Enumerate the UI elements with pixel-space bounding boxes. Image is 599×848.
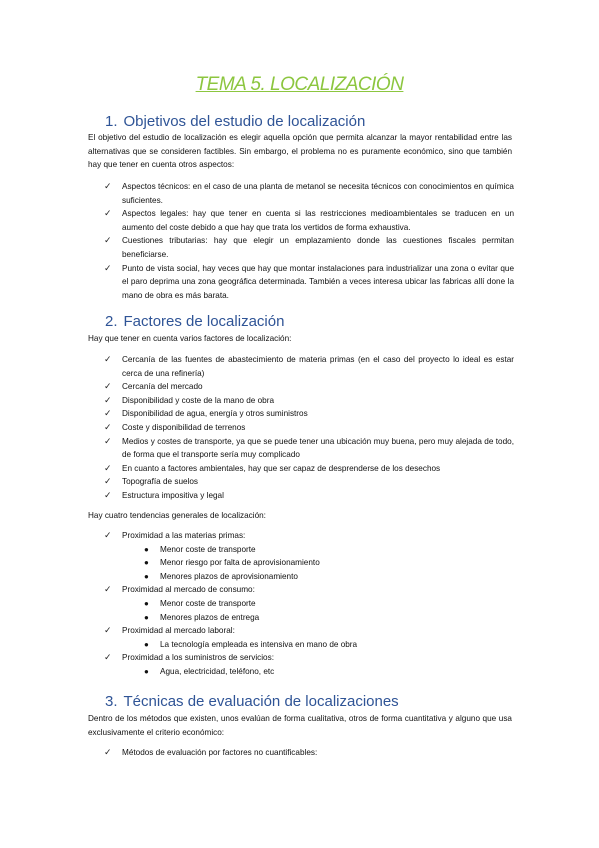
sub-list bbox=[122, 543, 514, 584]
list-item: ✓ Disponibilidad de agua, energía y otros suministros bbox=[104, 407, 514, 421]
list-item: ✓ Cuestiones tributarias: hay que elegir un emplazamiento donde las cuestiones fiscales permitan beneficiarse. bbox=[104, 235, 514, 259]
list-item: ✓ Proximidad a las materias primas: ● Menor coste de transporte ● Menor riesgo por falta de aprovisionamiento ● Menores plazos de aprovisionamiento bbox=[104, 529, 514, 583]
list-item: ✓ Punto de vista social, hay veces que hay que montar instalaciones para industrializar una zona o evitar que el paro deprima una zona geográfica determinada. También a veces interesa ubicar las fabricas allí done la mano de obra es más barata. bbox=[104, 262, 514, 300]
section-2-title: Factores de localización bbox=[123, 313, 285, 330]
check-mark-icon: ✓ bbox=[104, 181, 112, 191]
check-mark-icon: ✓ bbox=[104, 584, 112, 595]
check-mark-icon: ✓ bbox=[104, 530, 112, 540]
list-item: ✓ Coste y disponibilidad de terrenos bbox=[104, 421, 514, 435]
check-mark-icon: ✓ bbox=[104, 462, 112, 473]
check-mark-icon: ✓ bbox=[104, 747, 112, 757]
list-item: ✓ Proximidad al mercado laboral: ● La tecnología empleada es intensiva en mano de obra bbox=[104, 624, 514, 651]
bullet-dot-icon: ● bbox=[144, 598, 149, 608]
list-item: ✓ Aspectos técnicos: en el caso de una planta de metanol se necesita técnicos con conocimientos en química suficientes. bbox=[104, 181, 514, 205]
section-2-number: 2. bbox=[105, 313, 118, 330]
check-mark-icon: ✓ bbox=[104, 262, 112, 273]
bullet-dot-icon: ● bbox=[144, 612, 149, 622]
check-mark-icon: ✓ bbox=[104, 489, 112, 500]
tendencies-intro: Hay cuatro tendencias generales de localización: bbox=[88, 511, 266, 520]
list-item: ✓ Medios y costes de transporte, ya que se puede tener una ubicación muy buena, pero muy alejada de todo, de forma que el transporte sería muy complicado bbox=[104, 435, 514, 460]
sub-list-item: ● La tecnología empleada es intensiva en mano de obra bbox=[122, 638, 514, 652]
list-item: ✓ Topografía de suelos bbox=[104, 475, 514, 489]
sub-list-item: ● Menor riesgo por falta de aprovisionamiento bbox=[122, 556, 514, 570]
section-1-number: 1. bbox=[105, 113, 118, 130]
check-mark-icon: ✓ bbox=[104, 208, 112, 219]
check-mark-icon: ✓ bbox=[104, 652, 112, 663]
section-3-heading bbox=[105, 693, 399, 710]
list-item: ✓ Disponibilidad y coste de la mano de obra bbox=[104, 394, 514, 408]
bullet-dot-icon: ● bbox=[144, 666, 149, 676]
sub-list-item: ● Menores plazos de aprovisionamiento bbox=[122, 570, 514, 584]
check-mark-icon: ✓ bbox=[104, 476, 112, 487]
section-3-list bbox=[104, 746, 514, 760]
list-item: ✓ Proximidad a los suministros de servicios: ● Agua, electricidad, teléfono, etc bbox=[104, 651, 514, 678]
check-mark-icon: ✓ bbox=[104, 408, 112, 419]
list-item: ✓ Aspectos legales: hay que tener en cuenta si las restricciones medioambientales se traducen en un aumento del coste debido a que hay que trata los vertidos de forma exhaustiva. bbox=[104, 208, 514, 232]
sub-list bbox=[122, 638, 514, 652]
document-title: TEMA 5. LOCALIZACIÓN bbox=[195, 74, 404, 95]
check-mark-icon: ✓ bbox=[104, 421, 112, 432]
section-3-title: Técnicas de evaluación de localizaciones bbox=[123, 693, 399, 710]
section-1-intro: El objetivo del estudio de localización es elegir aquella opción que permita alcanzar la mayor rentabilidad entre las alternativas que se consideren factibles. Sin embargo, el problema no es puramente económico, sino que también hay que tener en cuenta otros aspectos: bbox=[88, 133, 512, 170]
check-mark-icon: ✓ bbox=[104, 381, 112, 392]
section-2-intro: Hay que tener en cuenta varios factores de localización: bbox=[88, 334, 292, 343]
section-1-heading bbox=[105, 113, 365, 130]
check-mark-icon: ✓ bbox=[104, 394, 112, 405]
section-2-heading bbox=[105, 313, 284, 330]
sub-list-item: ● Agua, electricidad, teléfono, etc bbox=[122, 665, 514, 679]
section-2-list bbox=[104, 353, 514, 503]
bullet-dot-icon: ● bbox=[144, 639, 149, 649]
list-item: ✓ En cuanto a factores ambientales, hay que ser capaz de desprenderse de los desechos bbox=[104, 462, 514, 476]
sub-list-item: ● Menor coste de transporte bbox=[122, 597, 514, 611]
list-item: ✓ Estructura impositiva y legal bbox=[104, 489, 514, 503]
check-mark-icon: ✓ bbox=[104, 625, 112, 636]
list-item: ✓ Proximidad al mercado de consumo: ● Menor coste de transporte ● Menores plazos de entrega bbox=[104, 583, 514, 624]
check-mark-icon: ✓ bbox=[104, 354, 112, 364]
list-item: ✓ Cercanía del mercado bbox=[104, 380, 514, 394]
section-3-number: 3. bbox=[105, 693, 118, 710]
check-mark-icon: ✓ bbox=[104, 235, 112, 246]
bullet-dot-icon: ● bbox=[144, 544, 149, 554]
section-1-title: Objetivos del estudio de localización bbox=[123, 113, 366, 130]
sub-list-item: ● Menor coste de transporte bbox=[122, 543, 514, 557]
sub-list bbox=[122, 597, 514, 624]
bullet-dot-icon: ● bbox=[144, 571, 149, 581]
sub-list bbox=[122, 665, 514, 679]
section-1-list bbox=[104, 180, 514, 302]
bullet-dot-icon: ● bbox=[144, 558, 149, 568]
tendencies-list bbox=[104, 529, 514, 679]
section-3-intro: Dentro de los métodos que existen, unos evalúan de forma cualitativa, otros de forma cuantitativa y alguno que usa exclusivamente el criterio económico: bbox=[88, 714, 512, 737]
list-item: ✓ Métodos de evaluación por factores no cuantificables: bbox=[104, 746, 514, 760]
list-item: ✓ Cercanía de las fuentes de abastecimiento de materia primas (en el caso del proyecto lo ideal es estar cerca de una refinería) bbox=[104, 354, 514, 378]
check-mark-icon: ✓ bbox=[104, 435, 112, 446]
sub-list-item: ● Menores plazos de entrega bbox=[122, 611, 514, 625]
